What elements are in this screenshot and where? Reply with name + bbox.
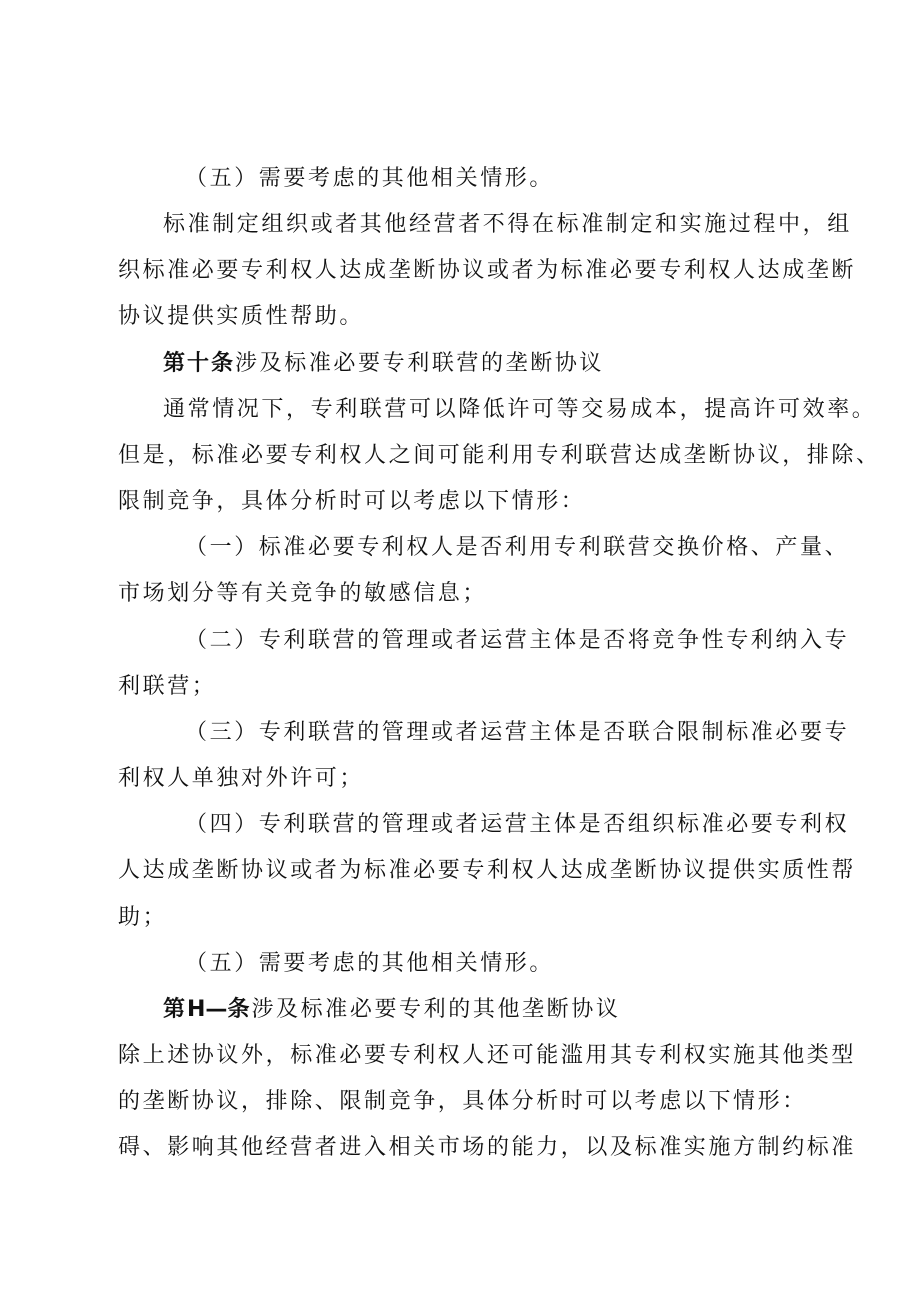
article-number-ocr-mark: H— <box>187 997 228 1022</box>
paragraph-line: 标准制定组织或者其他经营者不得在标准制定和实施过程中，组 <box>163 212 852 237</box>
paragraph-line: 织标准必要专利权人达成垄断协议或者为标准必要专利权人达成垄断 <box>118 258 857 283</box>
paragraph-line: 限制竞争，具体分析时可以考虑以下情形： <box>118 489 586 514</box>
article-number: 第十条 <box>163 351 236 376</box>
list-item-line: 利权人单独对外许可； <box>118 766 365 791</box>
article-heading <box>163 349 604 379</box>
paragraph-line: 除上述协议外，标准必要专利权人还可能滥用其专利权实施其他类型 <box>118 1043 857 1068</box>
list-item-line: （三）专利联营的管理或者运营主体是否联合限制标准必要专 <box>185 720 850 745</box>
list-item-line: （一）标准必要专利权人是否利用专利联营交换价格、产量、 <box>185 535 850 560</box>
list-item-line: （四）专利联营的管理或者运营主体是否组织标准必要专利权 <box>185 812 850 837</box>
article-title: 涉及标准必要专利的其他垄断协议 <box>251 997 621 1022</box>
list-item-line: 助； <box>118 905 168 930</box>
article-heading <box>163 995 620 1025</box>
list-item-line: （五）需要考虑的其他相关情形。 <box>185 951 555 976</box>
article-number-prefix: 第 <box>163 997 188 1022</box>
article-number-suffix: 条 <box>227 997 252 1022</box>
paragraph-line: 碍、影响其他经营者进入相关市场的能力，以及标准实施方制约标准 <box>118 1135 857 1160</box>
paragraph-line: 但是，标准必要专利权人之间可能利用专利联营达成垄断协议，排除、 <box>118 443 881 468</box>
list-item-line: （二）专利联营的管理或者运营主体是否将竞争性专利纳入专 <box>185 628 850 653</box>
article-title: 涉及标准必要专利联营的垄断协议 <box>235 351 605 376</box>
list-item-line: 人达成垄断协议或者为标准必要专利权人达成垄断协议提供实质性帮 <box>118 858 857 883</box>
list-item-line: 市场划分等有关竞争的敏感信息； <box>118 581 488 606</box>
list-item-line: 利联营； <box>118 674 217 699</box>
paragraph-line: （五）需要考虑的其他相关情形。 <box>185 166 555 191</box>
paragraph-line: 通常情况下，专利联营可以降低许可等交易成本，提高许可效率。 <box>163 397 877 422</box>
paragraph-line: 的垄断协议，排除、限制竞争，具体分析时可以考虑以下情形： <box>118 1089 807 1114</box>
paragraph-line: 协议提供实质性帮助。 <box>118 304 365 329</box>
